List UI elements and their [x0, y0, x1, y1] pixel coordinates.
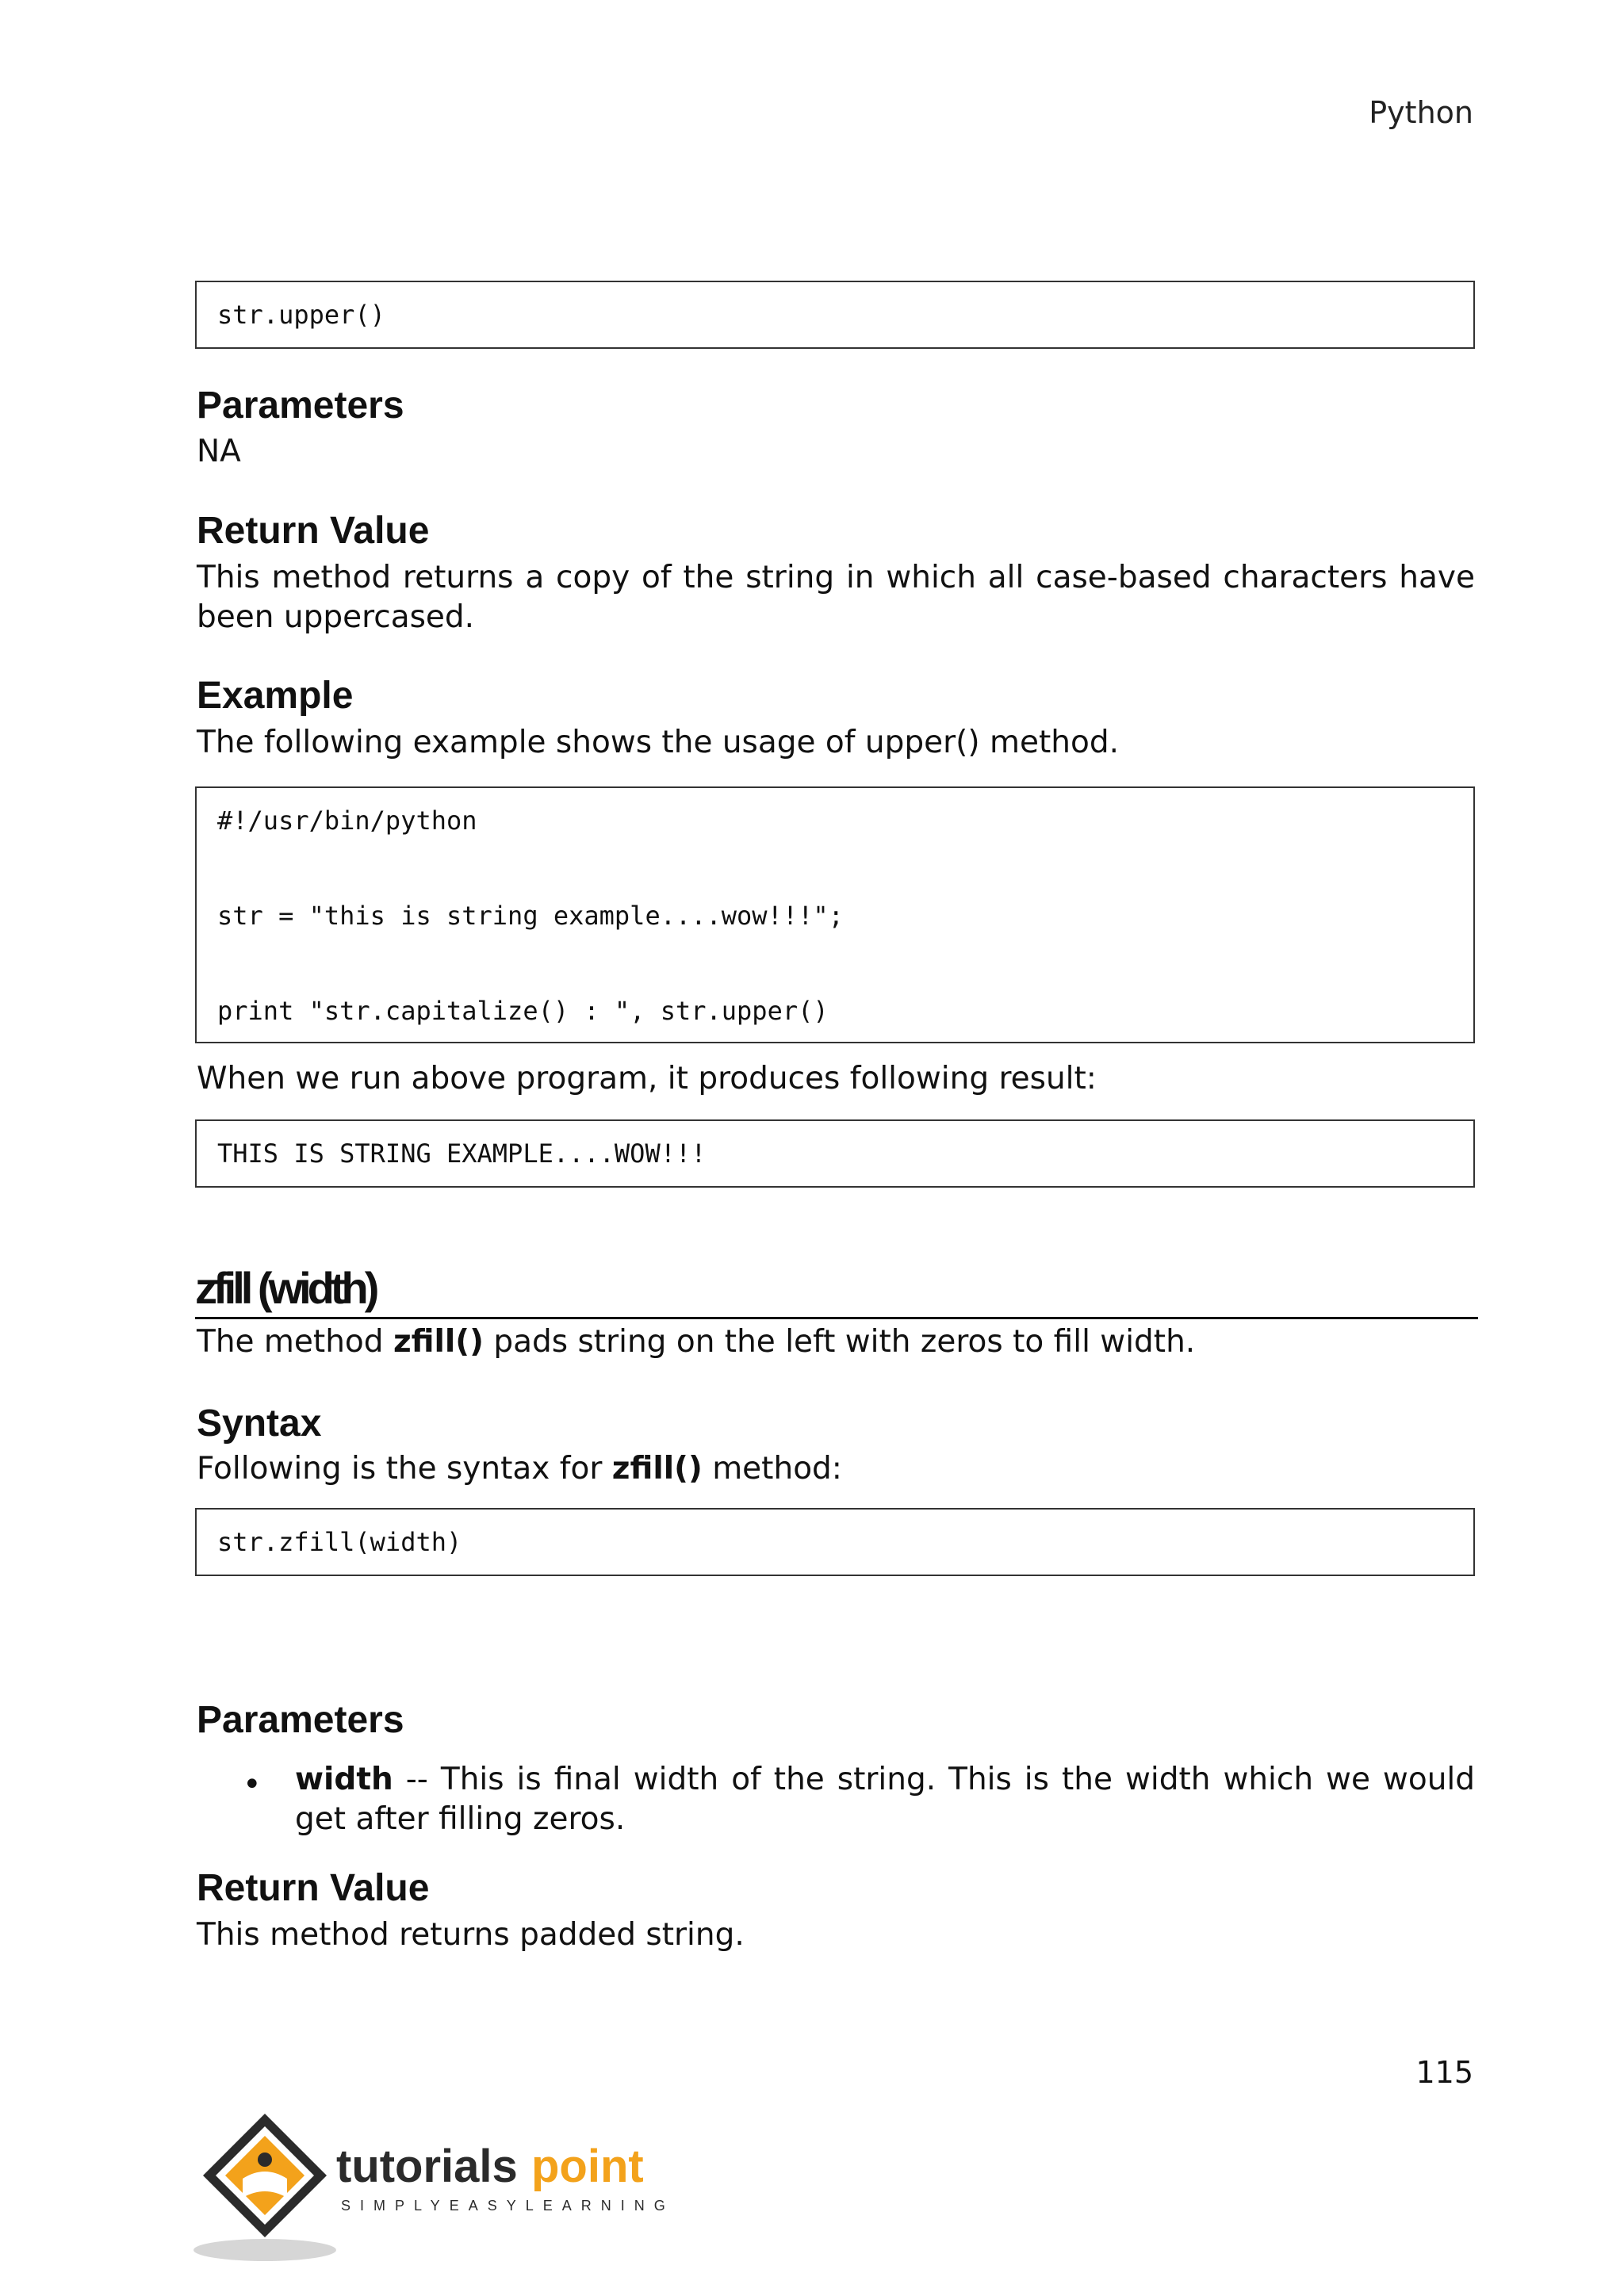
code-line-shebang: #!/usr/bin/python: [217, 806, 477, 836]
zfill-return-text: This method returns padded string.: [197, 1917, 745, 1953]
example-text: The following example shows the usage of upper() method.: [197, 725, 1119, 760]
bullet-icon: •: [243, 1766, 262, 1803]
parameter-name: width: [295, 1762, 393, 1797]
zfill-intro-text: [197, 1322, 1475, 1362]
intro-text-end: pads string on the left with zeros to fill width.: [483, 1324, 1196, 1360]
intro-method-name: zfill(): [393, 1324, 484, 1360]
page-number: 115: [1415, 2055, 1473, 2090]
code-line-assign: str = "this is string example....wow!!!";: [217, 901, 844, 931]
result-intro-text: When we run above program, it produces following result:: [197, 1061, 1097, 1096]
tutorialspoint-logo: [193, 2109, 685, 2267]
syntax-text-start: Following is the syntax for: [197, 1451, 612, 1487]
heading-return-value: Return Value: [197, 510, 430, 552]
syntax-method-name: zfill(): [611, 1451, 703, 1487]
code-line-print: print "str.capitalize() : ", str.upper(): [217, 996, 829, 1026]
running-header: Python: [1369, 95, 1473, 130]
parameter-description: -- This is final width of the string. This is the width which we would get after filling zeros.: [295, 1762, 1475, 1837]
intro-text-start: The method: [197, 1324, 393, 1360]
example-code-box: [195, 786, 1475, 1043]
output-code-box: [195, 1119, 1475, 1188]
section-title-zfill: zfill (width): [195, 1263, 376, 1313]
logo-wordmark-dark: tutorials: [336, 2141, 518, 2192]
syntax-code-box-upper: [195, 281, 1475, 349]
return-value-text: This method returns a copy of the string in which all case-based characters have been uppercased.: [197, 560, 1475, 635]
code-line: str.upper(): [217, 300, 385, 330]
logo-mark-icon: [193, 2109, 685, 2267]
output-line: THIS IS STRING EXAMPLE....WOW!!!: [217, 1138, 707, 1169]
heading-parameters-zfill: Parameters: [197, 1699, 404, 1741]
heading-return-value-zfill: Return Value: [197, 1867, 430, 1909]
parameters-text: NA: [197, 434, 241, 469]
code-line: str.zfill(width): [217, 1527, 462, 1557]
syntax-text-end: method:: [702, 1451, 842, 1487]
logo-tagline: SIMPLYEASYLEARNING: [341, 2198, 675, 2214]
section-divider: [195, 1317, 1478, 1319]
logo-wordmark-accent: point: [531, 2141, 644, 2192]
syntax-code-box-zfill: [195, 1508, 1475, 1576]
heading-example: Example: [197, 675, 354, 717]
heading-parameters: Parameters: [197, 385, 404, 427]
heading-syntax: Syntax: [197, 1402, 322, 1445]
parameter-item-width: [295, 1760, 1475, 1839]
syntax-intro-text: [197, 1449, 1475, 1489]
